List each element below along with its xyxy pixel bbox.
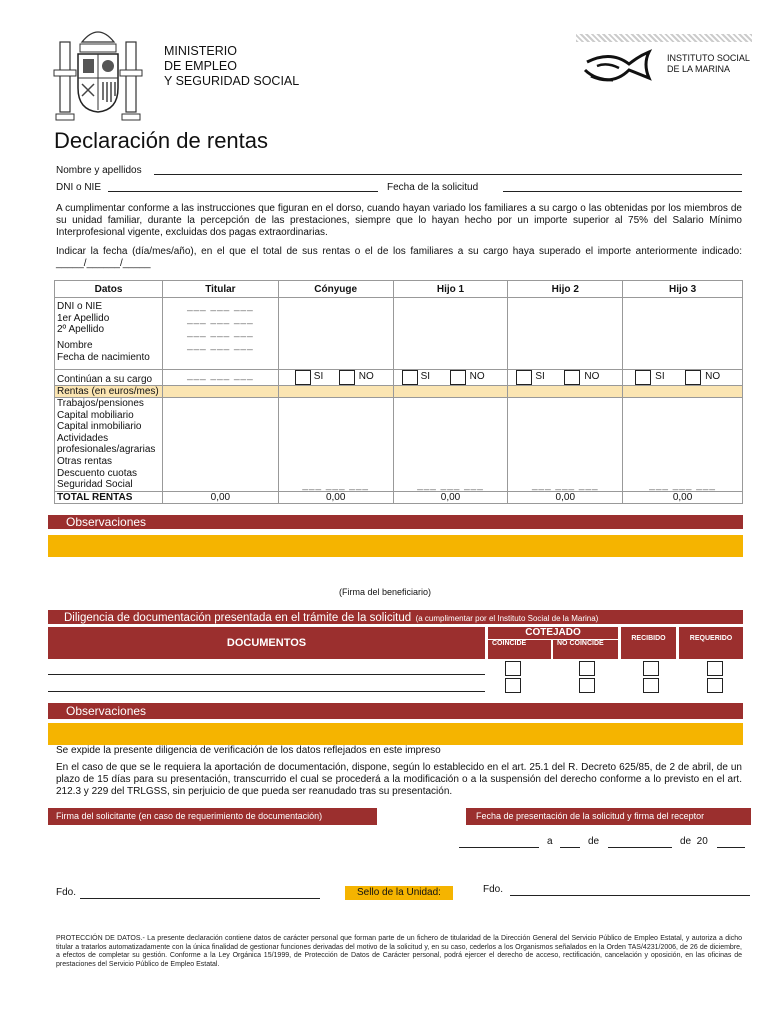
hijo1-no-checkbox[interactable] [450,370,466,385]
si-label: SI [655,371,665,382]
firma-solicitante-header [48,808,377,825]
observaciones-header [48,515,743,529]
doc1-coincide-checkbox[interactable] [505,661,521,676]
income-label-seguridad-social: Seguridad Social [57,479,133,491]
fecha-solicitud-input[interactable] [503,191,742,192]
proteccion-datos-text [56,935,742,969]
instructions-paragraph: A cumplimentar conforme a las instrucciones que figuran en el dorso, cuando hayan variado los familiares a su cargo o las obtenidas por los miembros de su unidad familiar, durante la percepción de las prestaciones, siempre que lo hayan hecho por un importe superior al 75% del Salario Mínimo Interprofesional vigente, excluidas dos pagas extraordinarias. [56,203,742,238]
hijo2-si-checkbox[interactable] [516,370,532,385]
income-label-profesionales: profesionales/agrarias [57,444,156,456]
si-label: SI [535,371,545,382]
col-hijo-1: Hijo 1 [393,281,508,298]
no-coincide-header [553,640,618,659]
cotejado-title: COTEJADO [525,627,581,638]
income-label-mobiliario: Capital mobiliario [57,409,134,421]
institute-line-1: INSTITUTO SOCIAL [667,53,750,63]
total-label: TOTAL RENTAS [55,491,163,503]
hijo1-personal-fields[interactable] [393,298,508,370]
row-label-apellido-2: 2º Apellido [57,324,105,336]
diligencia-header [48,610,743,624]
fecha-presentacion-header [466,808,751,825]
income-label-inmobiliario: Capital inmobiliario [57,421,142,433]
doc2-requerido-checkbox[interactable] [707,678,723,693]
row-label-nombre: Nombre [57,339,93,351]
datos-table [54,280,743,504]
hijo2-continuan [508,370,623,386]
ministry-name [164,44,299,89]
expide-text: Se expide la presente diligencia de verificación de los datos reflejados en este impreso [56,745,441,756]
doc1-requerido-checkbox[interactable] [707,661,723,676]
fdo-label-left: Fdo. [56,887,77,898]
no-label: NO [705,371,721,382]
page-title: Declaración de rentas [54,128,269,153]
hijo3-income[interactable]: ___ ___ ___ [623,398,743,492]
doc1-no-coincide-checkbox[interactable] [579,661,595,676]
income-label-descuento: Descuento cuotas [57,467,138,479]
ministry-line-3: Y SEGURIDAD SOCIAL [164,74,300,88]
recibido-header [621,627,676,659]
fdo-input-left[interactable] [80,898,320,899]
hijo1-continuan [393,370,508,386]
fecha-de20-label: de 20 [680,836,708,847]
col-hijo-3: Hijo 3 [623,281,743,298]
col-conyuge: Cónyuge [278,281,393,298]
no-label: NO [469,371,485,382]
titular-income[interactable] [162,398,278,492]
fecha-mes-input[interactable] [560,847,580,848]
titular-personal-fields[interactable]: ___ ___ ___ ___ ___ ___ ___ ___ ___ ___ ___ ___ [162,298,278,370]
dni-label: DNI o NIE [56,182,102,193]
rentas-label: Rentas (en euros/mes) [55,386,163,398]
sello-label: Sello de la Unidad: [357,887,441,898]
titular-continuan: ___ ___ ___ [162,370,278,386]
continuan-label: Continúan a su cargo [55,370,163,386]
row-label-dni: DNI o NIE [57,301,103,312]
observaciones2-title: Observaciones [66,704,147,718]
fecha-presentacion-title: Fecha de presentación de la solicitud y firma del receptor [476,811,705,821]
hijo1-income[interactable]: ___ ___ ___ [393,398,508,492]
hijo3-continuan [623,370,743,386]
diligencia-title: Diligencia de documentación presentada en el trámite de la solicitud [64,612,412,624]
proteccion-body: La presente declaración contiene datos de carácter personal que forman parte de un fichero de titularidad de la Dirección General del Servicio Público de Empleo Estatal, y autoriza a dicho titular a tratarlos automatizadamente con la única finalidad de gestionar funciones derivadas del motivo de la solicitud y, en su caso, cederlos a los Organismos señalados en la Orden TAS/4231/2006, de 26 de diciembre, a efectos de completar su gestión. Conforme a la Ley Orgánica 15/1999, de Protección de Datos de Carácter personal, podrá ejercer el derecho de acceso, rectificación, cancelación y oposición, en las oficinas de prestaciones del Servicio Público de Empleo Estatal. [56,935,742,968]
firma-solicitante-title: Firma del solicitante (en caso de requerimiento de documentación) [56,811,323,821]
requerido-title: REQUERIDO [689,635,733,642]
col-titular: Titular [162,281,278,298]
fecha-a-label: a [547,836,553,847]
fecha-dia-input[interactable] [459,847,539,848]
nombre-input[interactable] [154,174,742,175]
documento-line-2[interactable] [48,691,485,692]
no-coincide-title: NO COINCIDE [557,640,604,647]
ministry-line-2: DE EMPLEO [164,59,237,73]
conyuge-si-checkbox[interactable] [295,370,311,385]
income-label-otras: Otras rentas [57,455,113,467]
no-label: NO [358,371,374,382]
si-label: SI [313,371,324,382]
cotejado-header [488,627,618,639]
recibido-title: RECIBIDO [631,635,666,642]
col-datos: Datos [55,281,163,298]
sello-unidad-box [345,886,453,900]
institute-line-2: DE LA MARINA [667,64,731,74]
nombre-label: Nombre y apellidos [56,165,142,176]
observaciones2-input[interactable] [48,723,743,745]
si-label: SI [420,371,431,382]
doc1-recibido-checkbox[interactable] [643,661,659,676]
observaciones-input[interactable] [48,535,743,557]
spain-coat-of-arms-logo [52,22,144,126]
hijo3-no-checkbox[interactable] [685,370,701,385]
doc2-no-coincide-checkbox[interactable] [579,678,595,693]
hijo2-no-checkbox[interactable] [564,370,580,385]
col-hijo-2: Hijo 2 [508,281,623,298]
hijo2-income[interactable]: ___ ___ ___ [508,398,623,492]
conyuge-personal-fields[interactable] [278,298,393,370]
total-titular: 0,00 [162,491,278,503]
coincide-title: COINCIDE [492,640,527,647]
hijo3-personal-fields[interactable] [623,298,743,370]
proteccion-label: PROTECCIÓN DE DATOS.- [56,935,145,942]
observaciones2-header [48,703,743,719]
doc2-coincide-checkbox[interactable] [505,678,521,693]
fecha-solicitud-label: Fecha de la solicitud [387,182,479,193]
documentos-header [48,627,485,659]
conyuge-continuan [278,370,393,386]
hijo2-personal-fields[interactable] [508,298,623,370]
total-hijo-2: 0,00 [508,491,623,503]
fecha-mes2-input[interactable] [608,847,672,848]
income-label-trabajos: Trabajos/pensiones [57,398,144,409]
total-conyuge: 0,00 [278,491,393,503]
no-label: NO [584,371,600,382]
conyuge-no-checkbox[interactable] [339,370,355,385]
row-label-apellido-1: 1er Apellido [57,312,110,324]
fdo-label-right: Fdo. [483,884,504,895]
conyuge-income[interactable]: ___ ___ ___ [278,398,393,492]
fecha-de-label: de [588,836,600,847]
institute-name [667,53,750,75]
observaciones-title: Observaciones [66,515,147,529]
documentos-title: DOCUMENTOS [226,637,307,649]
doc2-recibido-checkbox[interactable] [643,678,659,693]
ministry-line-1: MINISTERIO [164,44,237,58]
income-labels [55,398,163,492]
total-hijo-3: 0,00 [623,491,743,503]
income-label-actividades: Actividades [57,432,109,444]
total-hijo-1: 0,00 [393,491,508,503]
dni-input[interactable] [108,191,378,192]
fecha-anio-input[interactable] [717,847,745,848]
hijo3-si-checkbox[interactable] [635,370,651,385]
fecha-superado-paragraph: Indicar la fecha (día/mes/año), en el que el total de sus rentas o el de los familiares a su cargo haya superado el importe anteriormente indicado: _____/______/_____ [56,246,742,269]
requerido-header [679,627,743,659]
header-pattern-bar [576,34,752,42]
fdo-input-right[interactable] [510,895,750,896]
diligencia-subtitle: (a cumplimentar por el Instituto Social de la Marina) [415,614,599,623]
fish-logo [583,48,655,90]
hijo1-si-checkbox[interactable] [402,370,418,385]
coincide-header [488,640,551,659]
personal-labels [55,298,163,370]
requerimiento-text: En el caso de que se le requiera la aportación de documentación, dispone, según lo establecido en el art. 25.1 del R. Decreto 625/85, de 2 de abril, de un plazo de 15 días para su presentación, transcurrido el cual se procederá a la modificación o a la suspensión del derecho conforme a lo previsto en el art. 212.3 y 229 del TRLGSS, sin perjuicio de que pueda ser reanudado tras su presentación. [56,762,742,797]
row-label-fecha-nacimiento: Fecha de nacimiento [57,352,150,364]
documento-line-1[interactable] [48,674,485,675]
firma-beneficiario-label: (Firma del beneficiario) [338,587,432,597]
